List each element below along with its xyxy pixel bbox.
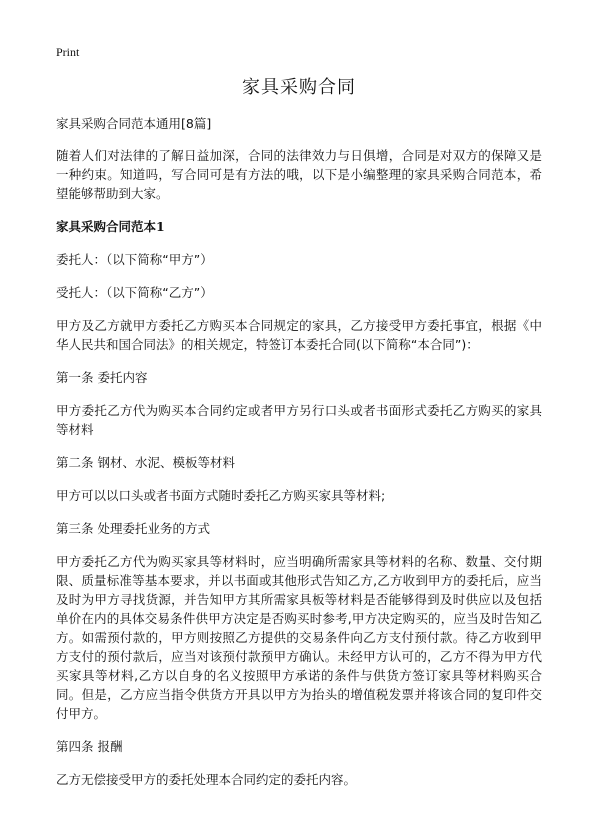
document-subtitle: 家具采购合同范本通用[8篇]	[56, 116, 212, 131]
clause-heading-2: 第二条 钢材、水泥、模板等材料	[56, 455, 235, 470]
document-title: 家具采购合同	[242, 77, 356, 98]
clause-body-3: 甲方委托乙方代为购买家具等材料时，应当明确所需家具等材料的名称、数量、交付期限、质量标准等基本要求，并以书面或其他形式告知乙方,乙方收到甲方的委托后，应当及时为甲方寻找货源，并告知甲方其所需家具板等材料是否能够得到及时供应以及包括单价在内的具体交易条件供甲方决定是否购买时参考,甲方决定购买的，应当及时告知乙方。如需预付款的，甲方则按照乙方提供的交易条件向乙方支付预付款。待乙方收到甲方支付的预付款后，应当对该预付款预甲方确认。未经甲方认可的，乙方不得为甲方代买家具等材料,乙方以自身的名义按照甲方承诺的条件与供货方签订家具等材料购买合同。但是，乙方应当指令供货方开具以甲方为抬头的增值税发票并将该合同的复印件交付甲方。	[56, 554, 542, 721]
clause-body-1: 甲方委托乙方代为购买本合同约定或者甲方另行口头或者书面形式委托乙方购买的家具等材料	[56, 403, 542, 437]
paragraph-client: 委托人：（以下简称“甲方”）	[56, 252, 213, 267]
paragraph-trustee: 受托人：（以下简称“乙方”）	[56, 285, 213, 300]
intro-paragraph: 随着人们对法律的了解日益加深，合同的法律效力与日俱增，合同是对双方的保障又是一种约束。知道吗，写合同可是有方法的哦，以下是小编整理的家具采购合同范本，希望能够帮助到大家。	[56, 148, 542, 201]
clause-heading-1: 第一条 委托内容	[56, 370, 148, 385]
print-link[interactable]: Print	[56, 45, 80, 59]
clause-heading-4: 第四条 报酬	[56, 739, 123, 754]
clause-heading-3: 第三条 处理委托业务的方式	[56, 521, 210, 536]
paragraph-preamble: 甲方及乙方就甲方委托乙方购买本合同规定的家具，乙方接受甲方委托事宜，根据《中华人民共和国合同法》的相关规定，特签订本委托合同(以下简称“本合同”)：	[56, 318, 542, 352]
clause-body-2: 甲方可以以口头或者书面方式随时委托乙方购买家具等材料;	[56, 488, 386, 503]
section-heading: 家具采购合同范本1	[56, 219, 165, 234]
clause-body-4: 乙方无偿接受甲方的委托处理本合同约定的委托内容。	[56, 772, 357, 787]
